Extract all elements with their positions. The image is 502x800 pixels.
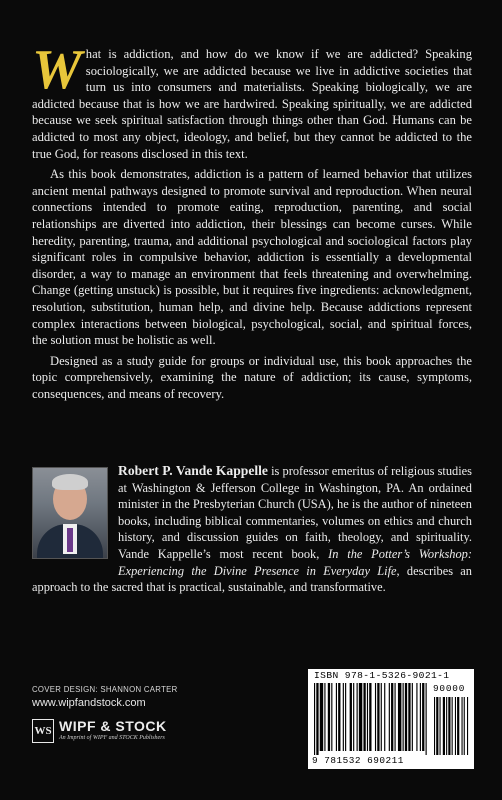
barcode-digits: 9 781532 690211 bbox=[312, 755, 404, 766]
ws-logo-icon: WS bbox=[32, 719, 54, 743]
credits-block bbox=[32, 685, 242, 743]
description-text-1: hat is addiction, and how do we know if we are addicted? Speaking sociologically, we are addicted because we live in addictive societies that turn us into consumers and materialists. Speaking biologically, we are addicted because that is how we are hardwired. Speaking spiritually, we are addicted because we seek spiritual satisfaction through things other than God. Humans can be addicted to most any object, ideology, and belief, but they cannot be addicted to the true God, for reasons disclosed in this text. bbox=[32, 47, 472, 161]
author-bio bbox=[32, 463, 472, 596]
isbn-label: ISBN 978-1-5326-9021-1 bbox=[314, 670, 450, 681]
cover-design-credit: COVER DESIGN: SHANNON CARTER bbox=[32, 685, 178, 694]
publisher-logo bbox=[32, 719, 242, 743]
description-paragraph-2: As this book demonstrates, addiction is a pattern of learned behavior that utilizes ancient mental pathways designed to promote survival and reproduction. When neural connections intended to promote eating, reproduction, parenting, and social relationships are diverted into addiction, their blessings can become curses. While heredity, parenting, trauma, and additional psychological and sociological factors play significant roles in compulsive behavior, addiction is essentially a developmental disorder, a way to manage an environment that feels threatening and overwhelming. Change (getting unstuck) is possible, but it requires five ingredients: acknowledgment, resolution, substitution, human help, and divine help. Because addictions represent complex interactions between biological, psychological, social, and spiritual forces, the solution must be holistic as well. bbox=[32, 167, 472, 348]
drop-cap: W bbox=[32, 39, 82, 101]
description-paragraph-1 bbox=[32, 39, 472, 162]
publisher-subtitle: An Imprint of WIPF and STOCK Publishers bbox=[59, 735, 165, 741]
author-bio-text-1: is professor emeritus of religious studies at Washington & Jefferson College in Washington, PA. An ordained minister in the Presbyterian Church (USA), he is the author of nineteen books, including biblical commentaries, volumes on ethics and church history, and discussion guides on faith, theology, and spirituality. Vande Kappelle’s most recent book, bbox=[118, 464, 472, 561]
author-name: Robert P. Vande Kappelle bbox=[118, 463, 268, 478]
author-bio-text-2: , describes an approach to the sacred that is practical, sustainable, and transformative. bbox=[32, 563, 472, 595]
barcode-addon-digits: 90000 bbox=[433, 683, 466, 694]
barcode-icon bbox=[314, 683, 470, 757]
recent-book-title: In the Potter’s Workshop: Experiencing the Divine Presence in Everyday Life bbox=[118, 546, 472, 578]
book-description bbox=[32, 39, 472, 406]
publisher-name: WIPF & STOCK bbox=[59, 718, 167, 734]
barcode-block bbox=[308, 669, 474, 769]
description-paragraph-3: Designed as a study guide for groups or individual use, this book approaches the topic comprehensively, examining the nature of addiction; its cause, symptoms, consequences, and means of recovery. bbox=[32, 353, 472, 401]
author-photo bbox=[32, 467, 108, 559]
publisher-website: www.wipfandstock.com bbox=[32, 697, 146, 709]
